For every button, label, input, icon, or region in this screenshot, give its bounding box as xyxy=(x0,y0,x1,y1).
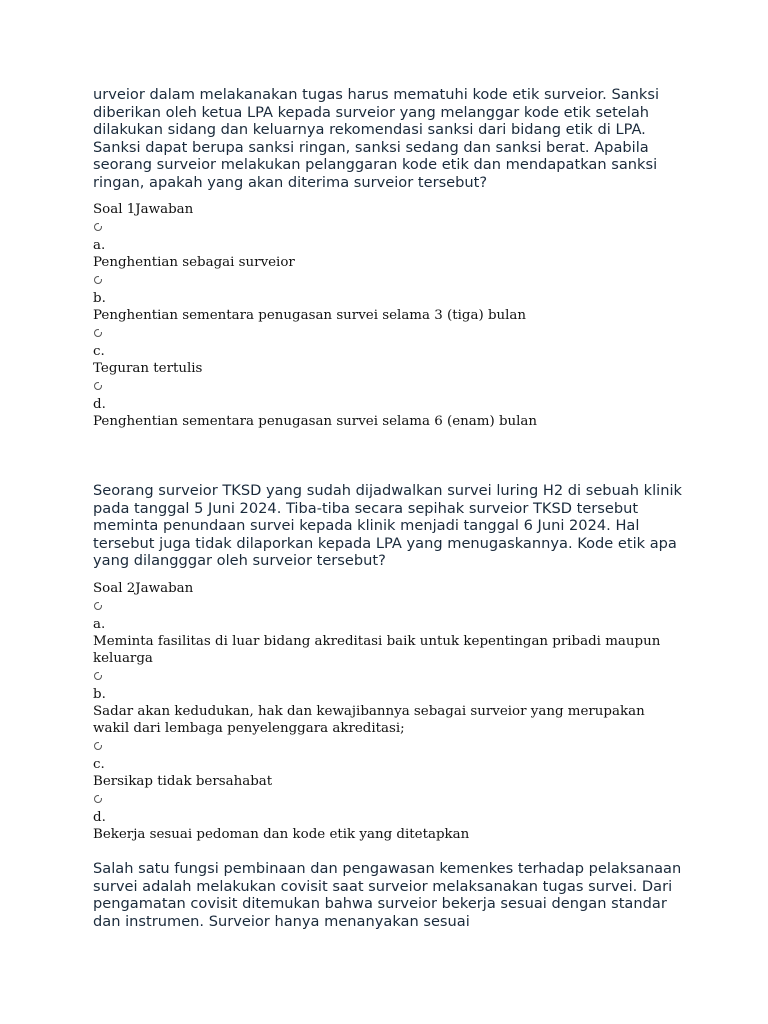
q1-option-d[interactable] xyxy=(93,377,683,430)
q2-option-b-letter: b. xyxy=(93,686,106,702)
q1-option-b[interactable] xyxy=(93,271,683,324)
q2-option-c[interactable] xyxy=(93,737,683,790)
q2-option-d-text: Bekerja sesuai pedoman dan kode etik yang ditetapkan xyxy=(93,826,470,842)
q2-option-b[interactable] xyxy=(93,667,683,737)
q2-option-a[interactable] xyxy=(93,597,683,667)
question-1-text: urveior dalam melakanakan tugas harus mematuhi kode etik surveior. Sanksi diberikan oleh ketua LPA kepada surveior yang melanggar kode etik setelah dilakukan sidang dan keluarnya rekomendasi sanksi dari bidang etik di LPA. Sanksi dapat berupa sanksi ringan, sanksi sedang dan sanksi berat. Apabila seorang surveior melakukan pelanggaran kode etik dan mendapatkan sanksi ringan, apakah yang akan diterima surveior tersebut? xyxy=(93,86,660,191)
question-2-label: Soal 2Jawaban xyxy=(93,580,194,596)
q2-option-a-radio[interactable] xyxy=(94,602,102,610)
question-1 xyxy=(93,86,683,430)
q1-option-d-letter: d. xyxy=(93,397,106,412)
q1-option-b-text: Penghentian sementara penugasan survei selama 3 (tiga) bulan xyxy=(93,308,527,323)
q1-option-c-text: Teguran tertulis xyxy=(93,361,203,376)
q1-option-a[interactable] xyxy=(93,218,683,271)
q1-option-c[interactable] xyxy=(93,324,683,377)
q2-option-c-letter: c. xyxy=(93,756,105,772)
q2-option-c-radio[interactable] xyxy=(94,742,102,750)
question-2 xyxy=(93,482,683,843)
q1-option-d-text: Penghentian sementara penugasan survei selama 6 (enam) bulan xyxy=(93,414,538,429)
question-3-text: Salah satu fungsi pembinaan dan pengawasan kemenkes terhadap pelaksanaan survei adalah melakukan covisit saat surveior melaksanakan tugas survei. Dari pengamatan covisit ditemukan bahwa surveior bekerja sesuai dengan standar dan instrumen. Surveior hanya menanyakan sesuai xyxy=(93,860,682,930)
q2-option-d-radio[interactable] xyxy=(94,795,102,803)
q1-option-a-text: Penghentian sebagai surveior xyxy=(93,255,295,270)
q1-option-d-radio[interactable] xyxy=(94,382,102,390)
q2-option-b-text: Sadar akan kedudukan, hak dan kewajibannya sebagai surveior yang merupakan wakil dari lembaga penyelenggara akreditasi; xyxy=(93,703,645,736)
question-3 xyxy=(93,860,683,930)
q2-option-d[interactable] xyxy=(93,790,683,843)
q1-option-c-letter: c. xyxy=(93,344,105,359)
q1-option-c-radio[interactable] xyxy=(94,329,102,337)
q2-option-d-letter: d. xyxy=(93,809,106,825)
document-page xyxy=(93,86,683,930)
q2-option-a-text: Meminta fasilitas di luar bidang akreditasi baik untuk kepentingan pribadi maupun keluarga xyxy=(93,633,661,666)
q1-option-a-letter: a. xyxy=(93,238,106,253)
q1-option-b-letter: b. xyxy=(93,291,106,306)
question-2-text: Seorang surveior TKSD yang sudah dijadwalkan survei luring H2 di sebuah klinik pada tanggal 5 Juni 2024. Tiba-tiba secara sepihak surveior TKSD tersebut meminta penundaan survei kepada klinik menjadi tanggal 6 Juni 2024. Hal tersebut juga tidak dilaporkan kepada LPA yang menugaskannya. Kode etik apa yang dilangggar oleh surveior tersebut? xyxy=(93,482,682,569)
q1-option-a-radio[interactable] xyxy=(94,223,102,231)
q2-option-a-letter: a. xyxy=(93,616,106,632)
q1-option-b-radio[interactable] xyxy=(94,276,102,284)
q2-option-b-radio[interactable] xyxy=(94,672,102,680)
question-1-label: Soal 1Jawaban xyxy=(93,202,194,217)
q2-option-c-text: Bersikap tidak bersahabat xyxy=(93,773,273,789)
